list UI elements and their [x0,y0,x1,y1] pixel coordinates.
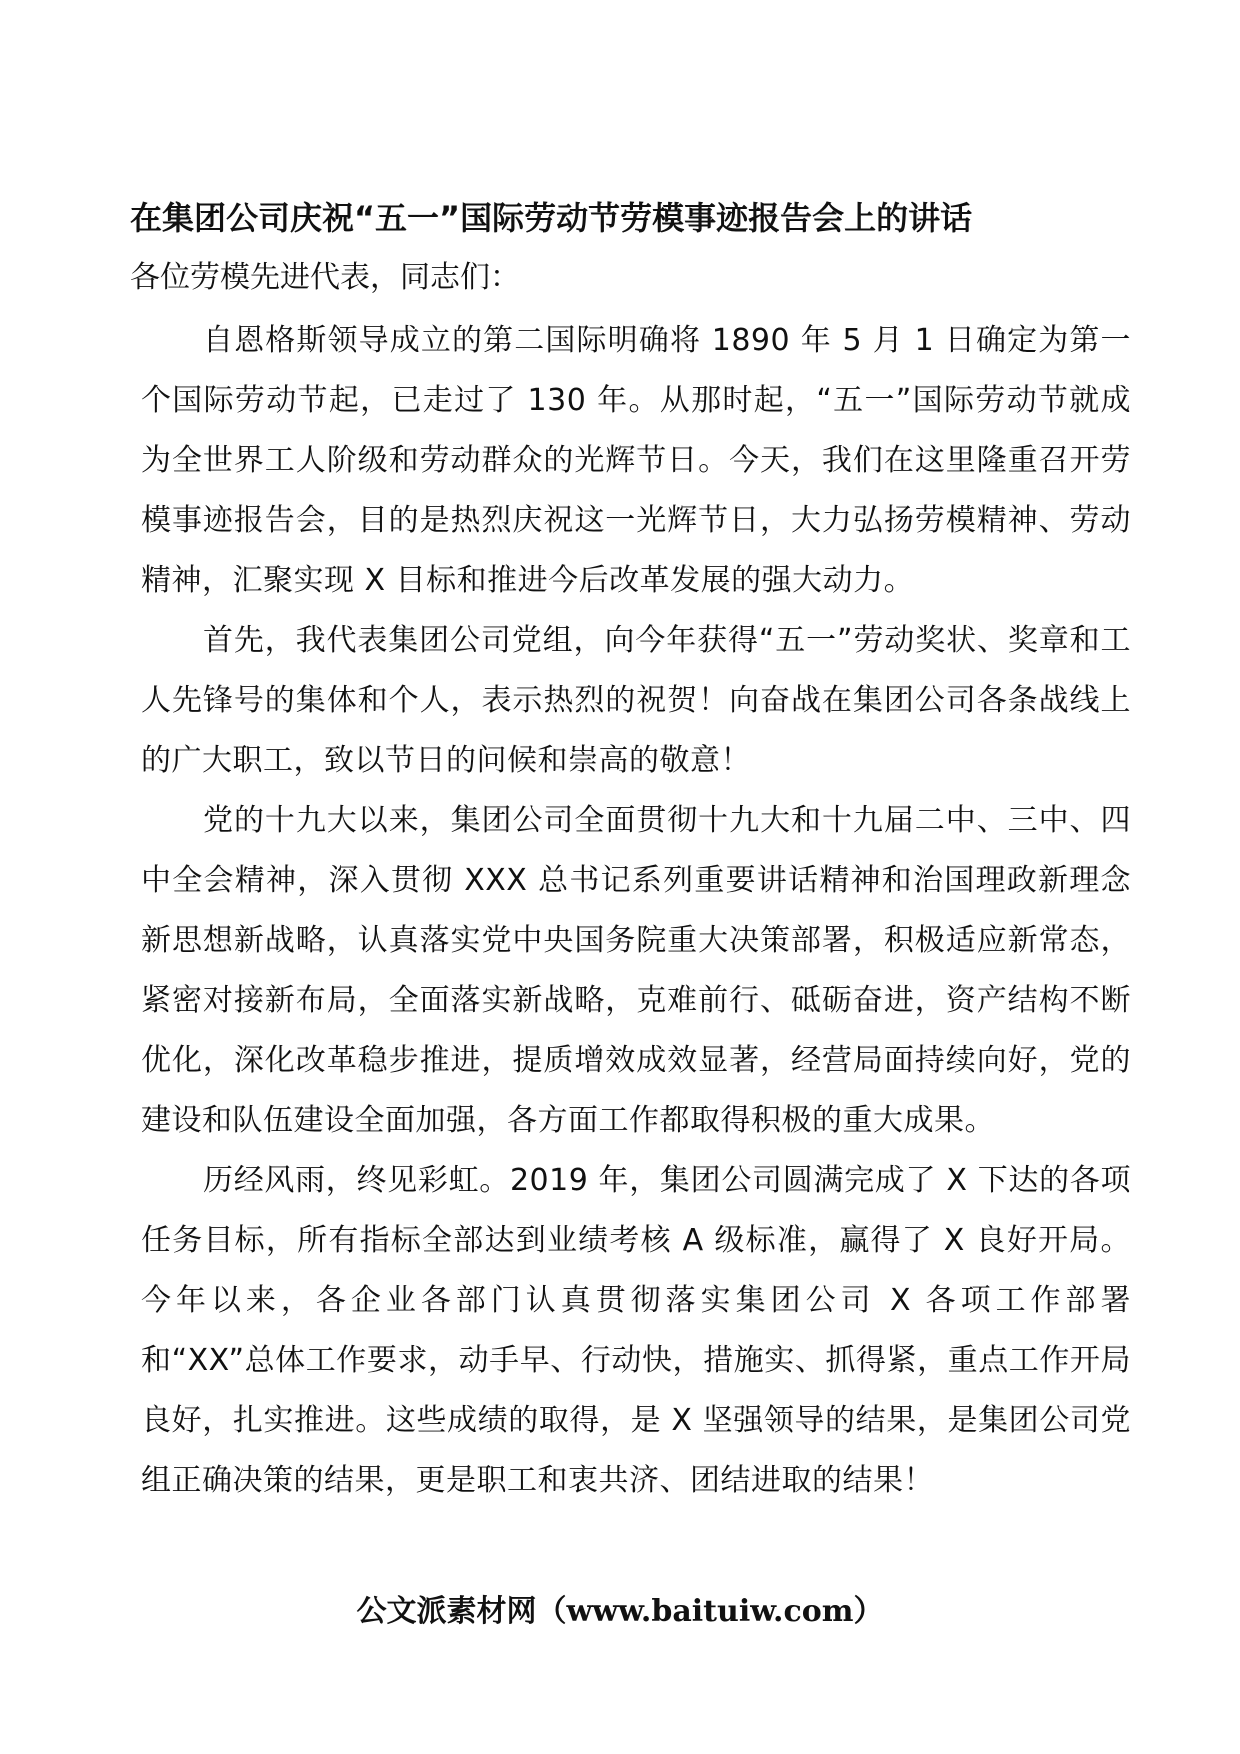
paragraph-2: 首先，我代表集团公司党组，向今年获得“五一”劳动奖状、奖章和工人先锋号的集体和个人，表示热烈的祝贺！向奋战在集团公司各条战线上的广大职工，致以节日的问候和崇高的敬意！ [141,623,1131,778]
paragraph-1: 自恩格斯领导成立的第二国际明确将 1890 年 5 月 1 日确定为第一个国际劳动节起，已走过了 130 年。从那时起，“五一”国际劳动节就成为全世界工人阶级和劳动群众的光辉节日。今天，我们在这里隆重召开劳模事迹报告会，目的是热烈庆祝这一光辉节日，大力弘扬劳模精神、劳动精神，汇聚实现 X 目标和推进今后改革发展的强大动力。 [141,323,1131,598]
footer-watermark: 公文派素材网（www.baituiw.com） [356,1594,884,1629]
document-body [141,311,1131,1511]
paragraph-4: 历经风雨，终见彩虹。2019 年，集团公司圆满完成了 X 下达的各项任务目标，所有指标全部达到业绩考核 A 级标准，赢得了 X 良好开局。今年以来，各企业各部门认真贯彻落实集团公司 X 各项工作部署和“XX”总体工作要求，动手早、行动快，措施实、抓得紧，重点工作开局良好，扎实推进。这些成绩的取得，是 X 坚强领导的结果，是集团公司党组正确决策的结果，更是职工和衷共济、团结进取的结果！ [141,1163,1131,1498]
salutation: 各位劳模先进代表，同志们： [130,260,520,295]
document-title: 在集团公司庆祝“五一”国际劳动节劳模事迹报告会上的讲话 [130,199,973,237]
paragraph-3: 党的十九大以来，集团公司全面贯彻十九大和十九届二中、三中、四中全会精神，深入贯彻 XXX 总书记系列重要讲话精神和治国理政新理念新思想新战略，认真落实党中央国务院重大决策部署，积极适应新常态，紧密对接新布局，全面落实新战略，克难前行、砥砺奋进，资产结构不断优化，深化改革稳步推进，提质增效成效显著，经营局面持续向好，党的建设和队伍建设全面加强，各方面工作都取得积极的重大成果。 [141,803,1131,1138]
